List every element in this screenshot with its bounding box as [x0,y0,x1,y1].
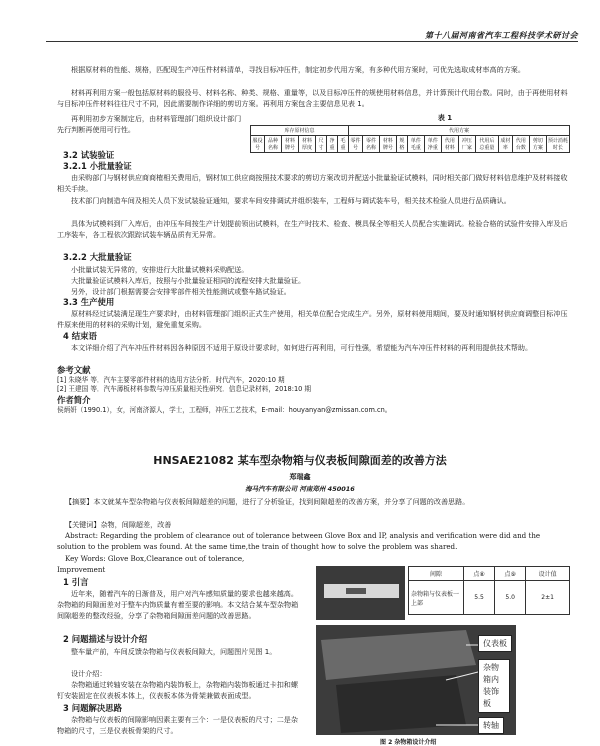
para-10: 原材料经过试装满足现生产要求时，由材料管理部门组织正式生产使用，相关单位配合完成生产。另外，原材料使用期间，要及时通知钢材供应商调整目标冲压件原来使用的材料的采购计划，避免重复采购。 [57,309,568,330]
table-2-h1: 点⑧ [464,567,495,581]
heading-4: 4 结束语 [63,331,97,341]
abstract-en: Abstract: Regarding the problem of clearance out of tolerance between Glove Box and IP, analysis and verification were did and the solution to the problem was found. At the same time,the train of thought how to solve the problem was shared. [57,531,541,552]
p2-para-1: 近年来，随着汽车的日渐普及，用户对汽车感知质量的要求也越来越高。杂物箱的间隙面差对于整车内饰质量有着至要的影响。本文结合某车型杂物箱间隙超差的整改经验，分享了杂物箱间隙面差问题的改善思路。 [57,589,299,621]
heading-3-2: 3.2 试装验证 [63,150,115,160]
fig2-photo [316,625,516,735]
para-2: 材料再利用方案一般包括原材料的服役号、材料名称、种类、规格、重量等，以及目标冲压件的规使用材料信息，并计算预计代用台数。同时，由于再使用材料与目标冲压件材料往往尺寸不同，因此需要制作详细的剪切方案。再利用方案包含主要信息见表 1。 [57,88,568,109]
table-2 [408,566,570,615]
table-1-col-header: 尺寸 [315,136,326,153]
para-4: 由采购部门与钢材供应商商榷相关费用后，钢材加工供应商按照技术要求的剪切方案改切并配送小批量验证试模料，同时相关部门做好材料信息维护及材料接收相关手续。 [57,173,568,194]
reference-1: [1] 朱晓华 等．汽车主要零部件材料的选用方法分析．时代汽车，2020:10 期 [57,376,285,384]
table-1-col-header: 毛重 [337,136,348,153]
abstract-cn: 【摘要】本文就某车型杂物箱与仪表板间隙超差的问题，进行了分析验证，找到间隙超差的改善方案，并分享了问题的改善思路。 [65,497,470,506]
heading-p2-1: 1 引言 [63,577,89,587]
para-7: 小批量试装无异常的，安排进行大批量试模料采购配送。 [71,265,249,274]
article-author: 郑瑞鑫 [289,473,311,481]
running-header: 第十八届河南省汽车工程科技学术研讨会 [425,31,578,40]
table-1-col-header: 零件名称 [362,136,379,153]
header-rule [46,41,578,42]
p2-para-5: 杂物箱与仪表板的间隙影响因素主要有三个：一是仪表板的尺寸；二是杂物箱的尺寸，三是仪表板骨架的尺寸。 [57,715,298,736]
table-2-v1: 5.5 [464,581,495,615]
table-1-col-header: 冲压厂家 [458,136,475,153]
para-11: 本文详细介绍了汽车冲压件材料因各种原因不适用于原设计要求时，如何进行再利用，可行性强，希望能为汽车冲压件材料的再利用提供技术帮助。 [71,343,533,352]
author-bio-heading: 作者简介 [57,395,91,405]
keywords-cn: 【关键词】杂物，间隙超差，改善 [65,520,172,529]
table-1-col-header: 材料牌号 [379,136,396,153]
table-1-caption: 表 1 [437,114,453,122]
table-1-col-header: 代用材料 [441,136,458,153]
table-1-col-header: 预计消耗时长 [546,136,569,153]
article-title: HNSAE21082 某车型杂物箱与仪表板间隙面差的改善方法 [153,454,447,467]
table-1-group-2: 代用方案 [348,126,569,136]
table-1-col-header: 零件号 [348,136,362,153]
para-9: 另外，设计部门根据需要会安排零部件相关性能测试或整车路试验证。 [71,287,291,296]
table-1-col-header: 材料牌号 [281,136,298,153]
table-2-v3: 2±1 [526,581,570,615]
heading-3-3: 3.3 生产使用 [63,297,115,307]
table-1-col-header: 规格 [396,136,407,153]
para-5: 技术部门向制造车间及相关人员下发试装验证通知，要求车间安排调试并组织装车，工程师与调试装车号，相关技术检验人员进行品质确认。 [71,196,511,205]
table-1-col-header: 单件净重 [424,136,441,153]
label-hinge: 转轴 [478,717,504,734]
table-1-col-header: 品种名称 [265,136,282,153]
table-2-v2: 5.0 [495,581,526,615]
table-1-col-header: 材料厚度 [298,136,315,153]
table-1-group-1: 库存原材信息 [251,126,349,136]
table-2-h2: 点⑨ [495,567,526,581]
table-1-col-header: 净重 [326,136,337,153]
table-2-row-label: 杂物箱与仪表板一上部 [409,581,464,615]
keywords-en: Key Words: Glove Box,Clearance out of tolerance, Improvement [57,554,245,575]
heading-p2-2: 2 问题描述与设计介绍 [63,634,148,644]
label-instrument-panel: 仪表板 [478,635,512,652]
p2-para-4: 杂物箱通过转轴安装在杂物箱内装饰板上，杂物箱内装饰板通过卡扣和螺钉安装固定在仪表板本体上，仪表板本体为骨架兼做表面成型。 [57,680,298,701]
para-1: 根据原材料的性能、规格，匹配现生产冲压件材料清单，寻找目标冲压件，制定初步代用方案，有多种代用方案时，可优先选取成材率高的方案。 [71,65,525,74]
para-3: 再利用初步方案制定后，由材料管理部门组织设计部门先行判断再使用可行性。 [57,114,242,135]
table-2-h0: 间隙 [409,567,464,581]
table-1-col-header: 剪切方案 [529,136,546,153]
table-1 [250,113,570,153]
author-bio: 侯炳妍（1990.1），女，河南济源人，学士，工程师，冲压工艺技术，E-mail：houyanyan@zmissan.com.cn。 [57,406,392,414]
reference-2: [2] 王建国 等．汽车薄板材料参数与冲压质量相关性研究．信息记录材料，2018:10 期 [57,385,312,393]
p2-para-2: 整车量产前，车间反馈杂物箱与仪表板间隙大，问题图片见图 1。 [71,647,277,656]
para-6: 具体为试模料到厂入库后，由冲压车间按生产计划提前领出试模料，在生产时技术、检查、模具保全等相关人员配合实施调试。检验合格的试验件安排入库及后工序装车，各工程依次跟踪试装车辆品质有无异常。 [57,219,568,240]
references-heading: 参考文献 [57,365,91,375]
heading-3-2-1: 3.2.1 小批量验证 [63,161,132,171]
table-2-h3: 设计值 [526,567,570,581]
label-glove-box-trim: 杂物箱内装饰板 [478,659,510,713]
table-1-col-header: 成材率 [498,136,512,153]
para-8: 大批量验证试模料入库后，按照与小批量验证相同的流程安排大批量验证。 [71,276,306,285]
table-1-col-header: 单件毛重 [407,136,424,153]
table-1-col-header: 服役号 [251,136,265,153]
table-1-col-header: 代用台数 [512,136,529,153]
fig2-caption: 图 2 杂物箱设计介绍 [380,739,437,746]
table-1-col-header: 代用后总重量 [475,136,498,153]
heading-p2-3: 3 问题解决思路 [63,703,122,713]
fig1-photo [316,566,405,620]
p2-para-3: 设计介绍： [71,669,107,678]
heading-3-2-2: 3.2.2 大批量验证 [63,252,132,262]
article-org: 海马汽车有限公司 河南郑州 450016 [245,485,355,493]
